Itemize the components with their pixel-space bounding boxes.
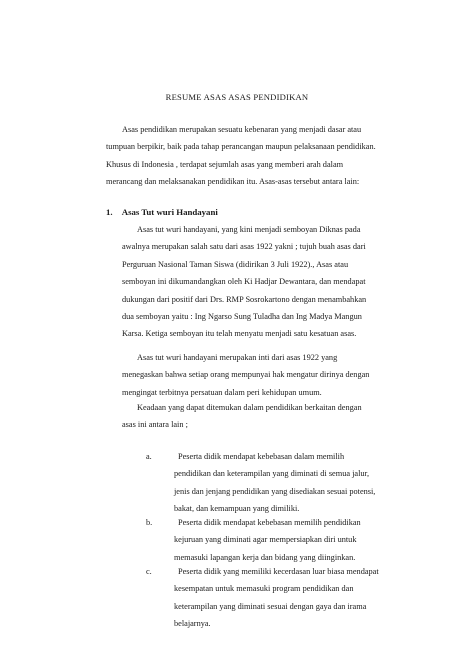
intro-line: merancang dan melaksanakan pendidikan itu. Asas-asas tersebut antara lain: <box>106 177 360 187</box>
section-paragraph-3 <box>122 399 404 434</box>
paragraph-line: Asas tut wuri handayani, yang kini menjadi semboyan Diknas pada <box>137 225 361 234</box>
paragraph-line: menegaskan bahwa setiap orang mempunyai hak mengatur dirinya dengan <box>122 370 370 380</box>
list-line: belajarnya. <box>174 619 211 629</box>
intro-line: Asas pendidikan merupakan sesuatu kebenaran yang menjadi dasar atau <box>122 125 362 134</box>
list-line: Peserta didik mendapat kebebasan memilih pendidikan <box>178 518 361 527</box>
intro-line: Khusus di Indonesia , terdapat sejumlah asas yang memberi arah dalam <box>106 159 344 169</box>
paragraph-line: dua semboyan yaitu : Ing Ngarso Sung Tuladha dan Ing Madya Mangun <box>122 312 362 322</box>
list-line: Peserta didik yang memiliki kecerdasan luar biasa mendapat <box>178 567 379 576</box>
section-paragraph-2 <box>122 349 404 401</box>
document-title: RESUME ASAS ASAS PENDIDIKAN <box>165 92 309 102</box>
list-marker: c. <box>146 567 152 576</box>
intro-line: tumpuan berpikir, baik pada tahap perancangan maupun pelaksanaan pendidikan. <box>106 142 376 152</box>
list-marker: a. <box>146 452 152 461</box>
list-line: bakat, dan kemampuan yang dimiliki. <box>174 504 300 514</box>
list-line: kejuruan yang diminati agar mempersiapkan diri untuk <box>174 535 357 545</box>
list-line: memasuki lapangan kerja dan bidang yang diinginkan. <box>174 552 356 562</box>
list-line: keterampilan yang diminati sesuai dengan gaya dan irama <box>174 601 367 611</box>
paragraph-line: asas ini antara lain ; <box>122 420 188 430</box>
paragraph-line: semboyan ini dikumandangkan oleh Ki Hadjar Dewantara, dan mendapat <box>122 277 366 287</box>
list-item-text <box>174 514 404 566</box>
section-heading <box>106 207 218 217</box>
paragraph-line: Perguruan Nasional Taman Siswa (didirikan 3 Juli 1922)., Asas atau <box>122 259 349 269</box>
list-line: Peserta didik mendapat kebebasan dalam memilih <box>178 452 345 461</box>
list-line: pendidikan dan keterampilan yang diminati di semua jalur, <box>174 469 370 479</box>
section-paragraph-1 <box>122 221 404 343</box>
paragraph-line: Keadaan yang dapat ditemukan dalam pendidikan berkaitan dengan <box>137 403 362 412</box>
list-line: kesempatan untuk memasuki program pendidikan dan <box>174 584 354 594</box>
paragraph-line: awalnya merupakan salah satu dari asas 1922 yakni ; tujuh buah asas dari <box>122 242 366 252</box>
list-item-text <box>174 563 404 633</box>
paragraph-line: mengingat terbitnya persatuan dalam peri kehidupan umum. <box>122 387 322 397</box>
list-item-text <box>174 448 404 518</box>
paragraph-line: Asas tut wuri handayani merupakan inti dari asas 1922 yang <box>137 353 338 362</box>
section-title: Asas Tut wuri Handayani <box>121 207 218 217</box>
paragraph-line: Karsa. Ketiga semboyan itu telah menyatu menjadi satu kesatuan asas. <box>122 329 357 339</box>
section-number: 1. <box>106 207 113 217</box>
paragraph-line: dukungan dari positif dari Drs. RMP Sosrokartono dengan menambahkan <box>122 294 367 304</box>
list-line: jenis dan jenjang pendidikan yang disediakan sesuai potensi, <box>174 486 376 496</box>
list-marker: b. <box>146 518 153 527</box>
intro-paragraph-lines <box>106 121 404 191</box>
